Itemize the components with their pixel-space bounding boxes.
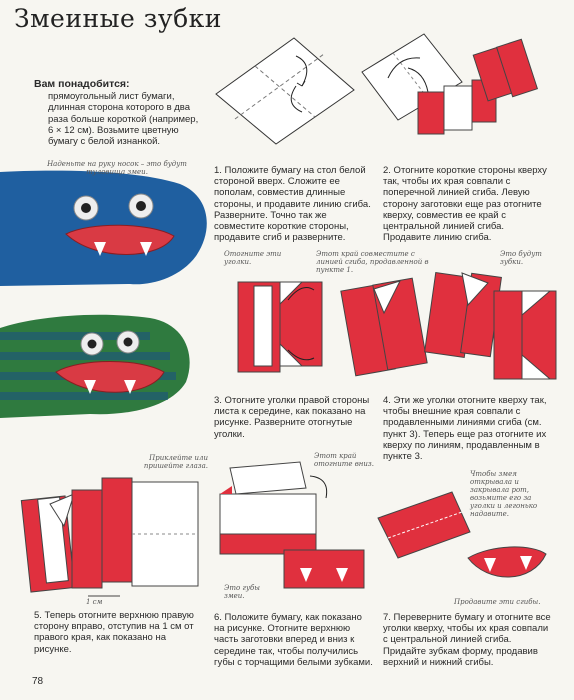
note-glue: Приклейте или пришейте глаза. bbox=[143, 454, 208, 470]
snake-puppets-photo bbox=[0, 160, 220, 460]
step6-figure bbox=[210, 458, 380, 598]
step-7-text: 7. Переверните бумагу и отогните все уголки кверху, чтобы их края совпали с центральной линией сгиба. Придайте зубкам форму, продавив верхний и нижний сгибы. bbox=[383, 612, 551, 668]
step-3-text: 3. Отогните уголки правой стороны листа к середине, как показано на рисунке. Разверните отогнутые уголки. bbox=[214, 395, 370, 440]
note-fold-down: Этот край отогните вниз. bbox=[314, 452, 374, 468]
materials-text: прямоугольный лист бумаги, длинная сторона которого в два раза больше короткой (например, 6 × 12 см). Возьмите цветную бумагу с белой изнанкой. bbox=[48, 91, 199, 148]
step-5-text: 5. Теперь отогните верхнюю правую сторону вправо, отступив на 1 см от правого края, как показано на рисунке. bbox=[34, 610, 194, 655]
step-4-text: 4. Эти же уголки отогните кверху так, чтобы внешние края совпали с продавленными линиями сгиба (см. пункт 3). Теперь еще раз отогните их кверху по линиям, продавленным в пункте 3. bbox=[383, 395, 547, 463]
step-6-text: 6. Положите бумагу, как показано на рисунке. Отогните верхнюю часть заготовки вперед и вниз к середине так, чтобы получились губы с торчащими белыми зубками. bbox=[214, 612, 373, 668]
note-sock: Наденьте на руку носок – это будут туловища змеи. bbox=[47, 160, 187, 176]
note-press: Продавите эти сгибы. bbox=[454, 598, 541, 606]
step1-figure bbox=[210, 34, 360, 144]
step4-figure bbox=[344, 265, 564, 385]
step2-figure bbox=[358, 22, 553, 142]
page-number: 78 bbox=[32, 676, 44, 687]
note-lips: Это губы змеи. bbox=[224, 584, 261, 600]
step7-figure bbox=[372, 488, 552, 598]
step-2-text: 2. Отогните короткие стороны кверху так, чтобы их края совпали с поперечной линией сгиба. Левую сторону заготовки еще раз отогните кверху, совместив ее край с центральной линией сгиба. Продавите линию сгиба. bbox=[383, 165, 547, 244]
note-teeth: Это будут зубки. bbox=[500, 250, 542, 266]
note-edge-fold: Этот край совместите с линией сгиба, продавленной в пункте 1. bbox=[316, 250, 429, 274]
step-1-text: 1. Положите бумагу на стол белой стороной вверх. Сложите ее пополам, совместив длинные стороны, и продавите линию сгиба. Разверните. Точно так же совместите короткие стороны, продавите сгиб и разверните. bbox=[214, 165, 371, 244]
page-title: Змеиные зубки bbox=[14, 4, 222, 33]
note-1cm: 1 см bbox=[86, 598, 103, 606]
step5-figure bbox=[24, 470, 204, 600]
note-corners: Отогните эти уголки. bbox=[224, 250, 282, 266]
step3-figure bbox=[232, 270, 332, 380]
materials-heading: Вам понадобится: bbox=[34, 78, 130, 90]
note-snake-jaw: Чтобы змея открывала и закрывала рот, возьмите его за уголки и легонько надавите. bbox=[470, 470, 538, 518]
